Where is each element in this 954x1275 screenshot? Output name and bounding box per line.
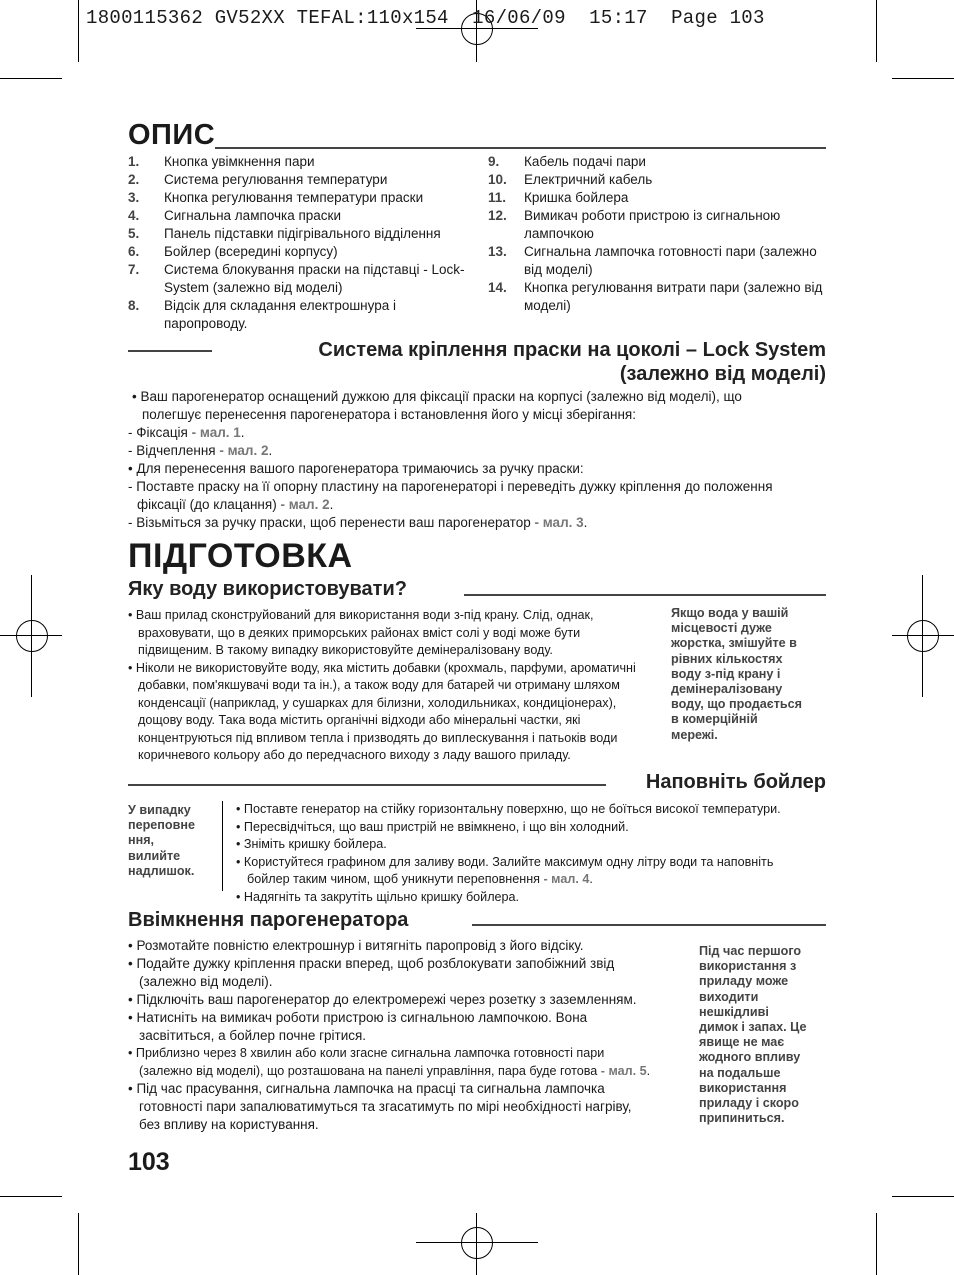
list-item-text: Бойлер (всередині корпусу) — [164, 244, 338, 259]
list-item-text: Кнопка регулювання витрати пари (залежно від моделі) — [524, 280, 823, 313]
side-note-line: місцевості дуже — [671, 621, 772, 636]
title-rule — [472, 924, 826, 926]
text-line: • Користуйтеся графином для заливу води. Залийте максимум одну літру води та наповніть — [236, 854, 774, 869]
switch-side-note — [699, 944, 834, 1126]
figure-ref: - мал. 2 — [280, 497, 330, 512]
side-note-line: явище не має — [699, 1035, 785, 1050]
side-note-line: надлишок. — [128, 863, 195, 878]
fill-paragraph — [236, 801, 836, 906]
side-note-line: в комерційній — [671, 712, 758, 727]
list-item-number: 3. — [128, 190, 140, 205]
water-paragraph — [128, 607, 658, 765]
crop-mark — [876, 1213, 877, 1275]
figure-ref: - мал. 2 — [219, 443, 269, 458]
crop-mark — [892, 78, 954, 79]
crop-mark — [876, 0, 877, 62]
list-item-number: 8. — [128, 298, 140, 313]
side-note-line: вилийте — [128, 848, 181, 863]
side-note-line: нешкідливі — [699, 1004, 769, 1019]
section-title-pidhotovka: ПІДГОТОВКА — [128, 537, 353, 575]
text-line: дощову воду. Така вода містить органічні відходи або мінеральні частки, які — [138, 713, 581, 727]
side-divider — [222, 801, 223, 891]
list-item-text: Відсік для складання електрошнура і паропроводу. — [164, 298, 397, 331]
list-item-text: Кнопка увімкнення пари — [164, 154, 315, 169]
side-note-line: демінералізовану — [671, 682, 783, 697]
fill-title: Наповніть бойлер — [645, 771, 826, 793]
list-item — [488, 153, 828, 171]
lock-paragraph — [128, 388, 828, 532]
figure-ref: - мал. 4 — [543, 872, 590, 886]
side-note-line: виходити — [699, 989, 759, 1004]
side-note-line: Під час першого — [699, 944, 802, 958]
text-line: (залежно від моделі). — [139, 974, 273, 989]
registration-mark — [907, 620, 939, 652]
list-item-text: Кабель подачі пари — [524, 154, 646, 169]
lock-system-title — [318, 338, 826, 386]
text-line: засвітиться, а бойлер почне грітися. — [139, 1028, 367, 1043]
figure-ref: - мал. 3 — [534, 515, 584, 530]
lock-title-line1: Система кріплення праски на цоколі – Lock System — [318, 339, 826, 361]
text-line: • Натисніть на вимикач роботи пристрою із сигнальною лампочкою. Вона — [128, 1010, 588, 1025]
text-line: враховувати, що в деяких приморських районах вміст солі у воді може бути — [138, 625, 581, 640]
list-item — [128, 297, 468, 333]
registration-mark — [922, 575, 923, 697]
list-item — [128, 225, 468, 243]
text-line: • Подайте дужку кріплення праски вперед, щоб розблокувати запобіжний звід — [128, 956, 615, 971]
text-line: концентруються під впливом тепла і призводять до виплескування і патьоків води — [138, 730, 618, 745]
registration-mark — [0, 635, 62, 636]
list-item-number: 14. — [488, 280, 507, 295]
list-item-text: Система регулювання температури — [164, 172, 388, 187]
switch-paragraph — [128, 937, 688, 1134]
side-note-line: рівних кількостях — [671, 651, 783, 666]
text-line: готовності пари запалюватимуться та згасатимуть по мірі необхідності нагріву, — [139, 1099, 632, 1114]
text-line: • Розмотайте повністю електрошнур і витягніть паропровід з його відсіку. — [128, 938, 584, 953]
text-line: - Фіксація - мал. 1. — [128, 425, 245, 440]
list-item — [488, 207, 828, 243]
list-item-number: 1. — [128, 154, 140, 169]
list-item — [488, 243, 828, 279]
text-line: • Ваш прилад сконструйований для використання води з-під крану. Слід, однак, — [128, 608, 594, 622]
text-line: фіксації (до клацання) - мал. 2. — [137, 497, 334, 512]
text-line: (залежно від моделі), що розташована на панелі управління, пара буде готова - мал. 5. — [139, 1063, 651, 1078]
crop-mark — [892, 1196, 954, 1197]
text-line: • Пересвідчіться, що ваш пристрій не ввімкнено, і що він холодний. — [236, 819, 629, 834]
text-line: • Зніміть кришку бойлера. — [236, 837, 387, 851]
list-item-number: 13. — [488, 244, 507, 259]
text-line: • Підключіть ваш парогенератор до електромережі через розетку з заземленням. — [128, 992, 637, 1007]
page-number: 103 — [128, 1148, 170, 1176]
text-line: підвищеним. В такому випадку використовуйте демінералізовану воду. — [138, 643, 553, 657]
text-line: коричневого кольору або до передчасного виходу з ладу вашого приладу. — [138, 748, 571, 762]
list-item-number: 11. — [488, 190, 507, 205]
text-line: • Ваш парогенератор оснащений дужкою для фіксації праски на корпусі (залежно від моделі), що — [132, 389, 742, 404]
fill-side-note — [128, 803, 223, 879]
side-note-line: приладу може — [699, 974, 789, 989]
list-item-number: 5. — [128, 226, 140, 241]
crop-mark — [0, 78, 62, 79]
side-note-line: воду з-під крану і — [671, 666, 781, 681]
text-line: - Візьміться за ручку праски, щоб перенести ваш парогенератор - мал. 3. — [128, 515, 588, 530]
side-note-line: жорстка, змішуйте в — [671, 636, 797, 651]
registration-mark — [892, 635, 954, 636]
side-note-line: У випадку — [128, 803, 191, 817]
title-rule — [128, 784, 606, 786]
crop-mark — [78, 0, 79, 62]
list-item-number: 4. — [128, 208, 140, 223]
side-note-line: воду, що продається — [671, 697, 802, 712]
crop-mark — [78, 1213, 79, 1275]
list-item — [128, 171, 468, 189]
parts-list-left — [128, 153, 468, 333]
list-item — [128, 153, 468, 171]
text-line: • Приблизно через 8 хвилин або коли згасне сигнальна лампочка готовності пари — [128, 1046, 605, 1060]
registration-mark — [16, 620, 48, 652]
text-line: • Надягніть та закрутіть щільно кришку бойлера. — [236, 889, 520, 904]
list-item — [128, 261, 468, 297]
print-header: 1800115362 GV52XX TEFAL:110x154 16/06/09 15:17 Page 103 — [86, 7, 765, 29]
list-item-text: Сигнальна лампочка праски — [164, 208, 342, 223]
text-line: бойлер таким чином, щоб уникнути переповнення - мал. 4. — [247, 872, 593, 886]
list-item-text: Система блокування праски на підставці - Lock-System (залежно від моделі) — [164, 262, 465, 295]
figure-ref: - мал. 5 — [600, 1063, 647, 1078]
crop-mark — [0, 1196, 62, 1197]
text-line: • Для перенесення вашого парогенератора тримаючись за ручку праски: — [128, 461, 584, 476]
side-note-line: мережі. — [671, 727, 718, 742]
list-item-number: 10. — [488, 172, 507, 187]
list-item-text: Кришка бойлера — [524, 190, 629, 205]
title-rule — [215, 147, 826, 149]
figure-ref: - мал. 1 — [191, 425, 241, 440]
list-item — [488, 189, 828, 207]
side-note-line: Якщо вода у вашій — [671, 606, 789, 620]
side-note-line: жодного впливу — [699, 1050, 801, 1065]
list-item-number: 9. — [488, 154, 500, 169]
water-title: Яку воду використовувати? — [128, 578, 407, 600]
text-line: конденсації (наприклад, у сушарках для білизни, холодильниках, кондиціонерах), — [138, 695, 617, 710]
list-item-text: Вимикач роботи пристрою із сигнальною лампочкою — [524, 208, 781, 241]
text-line: • Поставте генератор на стійку горизонтальну поверхню, що не боїться високої температури. — [236, 802, 781, 816]
lock-title-line2: (залежно від моделі) — [619, 363, 826, 385]
side-note-line: переповне — [128, 818, 195, 833]
registration-mark — [461, 1227, 493, 1259]
text-line: - Поставте праску на її опорну пластину на парогенераторі і переведіть дужку кріплення до положення — [128, 479, 773, 494]
list-item-text: Сигнальна лампочка готовності пари (залежно від моделі) — [524, 244, 817, 277]
side-note-line: припиниться. — [699, 1111, 785, 1126]
list-item-text: Електричний кабель — [524, 172, 653, 187]
list-item — [128, 243, 468, 261]
list-item-text: Кнопка регулювання температури праски — [164, 190, 424, 205]
list-item-number: 2. — [128, 172, 140, 187]
water-side-note — [671, 606, 831, 743]
list-item — [488, 171, 828, 189]
side-note-line: ння, — [128, 833, 155, 848]
switch-on-title: Ввімкнення парогенератора — [128, 909, 409, 931]
text-line: • Ніколи не використовуйте воду, яка містить добавки (крохмаль, парфуми, ароматичні — [128, 660, 636, 675]
title-rule — [464, 594, 826, 596]
text-line: • Під час прасування, сигнальна лампочка на прасці та сигнальна лампочка — [128, 1081, 605, 1096]
side-note-line: використання — [699, 1080, 787, 1095]
text-line: без впливу на користування. — [139, 1117, 319, 1132]
list-item — [128, 207, 468, 225]
registration-mark — [31, 575, 32, 697]
list-item — [128, 189, 468, 207]
list-item-number: 12. — [488, 208, 507, 223]
side-note-line: димок і запах. Це — [699, 1020, 807, 1035]
side-note-line: використання з — [699, 959, 797, 974]
text-line: добавки, пом'якшувачі води та ін.), а також воду для батарей чи отриману шляхом — [138, 678, 620, 692]
section-title-opys: ОПИС — [128, 119, 216, 151]
list-item-number: 6. — [128, 244, 140, 259]
title-rule — [128, 350, 212, 352]
registration-mark — [416, 1242, 538, 1243]
parts-list-right — [488, 153, 828, 315]
text-line: полегшує перенесення парогенератора і встановлення його у місці зберігання: — [142, 407, 636, 422]
list-item — [488, 279, 828, 315]
text-line: - Відчеплення - мал. 2. — [128, 443, 273, 458]
registration-mark — [476, 1213, 477, 1275]
list-item-number: 7. — [128, 262, 140, 277]
side-note-line: на подальше — [699, 1065, 781, 1080]
side-note-line: приладу і скоро — [699, 1096, 799, 1111]
list-item-text: Панель підставки підігрівального відділення — [164, 226, 441, 241]
